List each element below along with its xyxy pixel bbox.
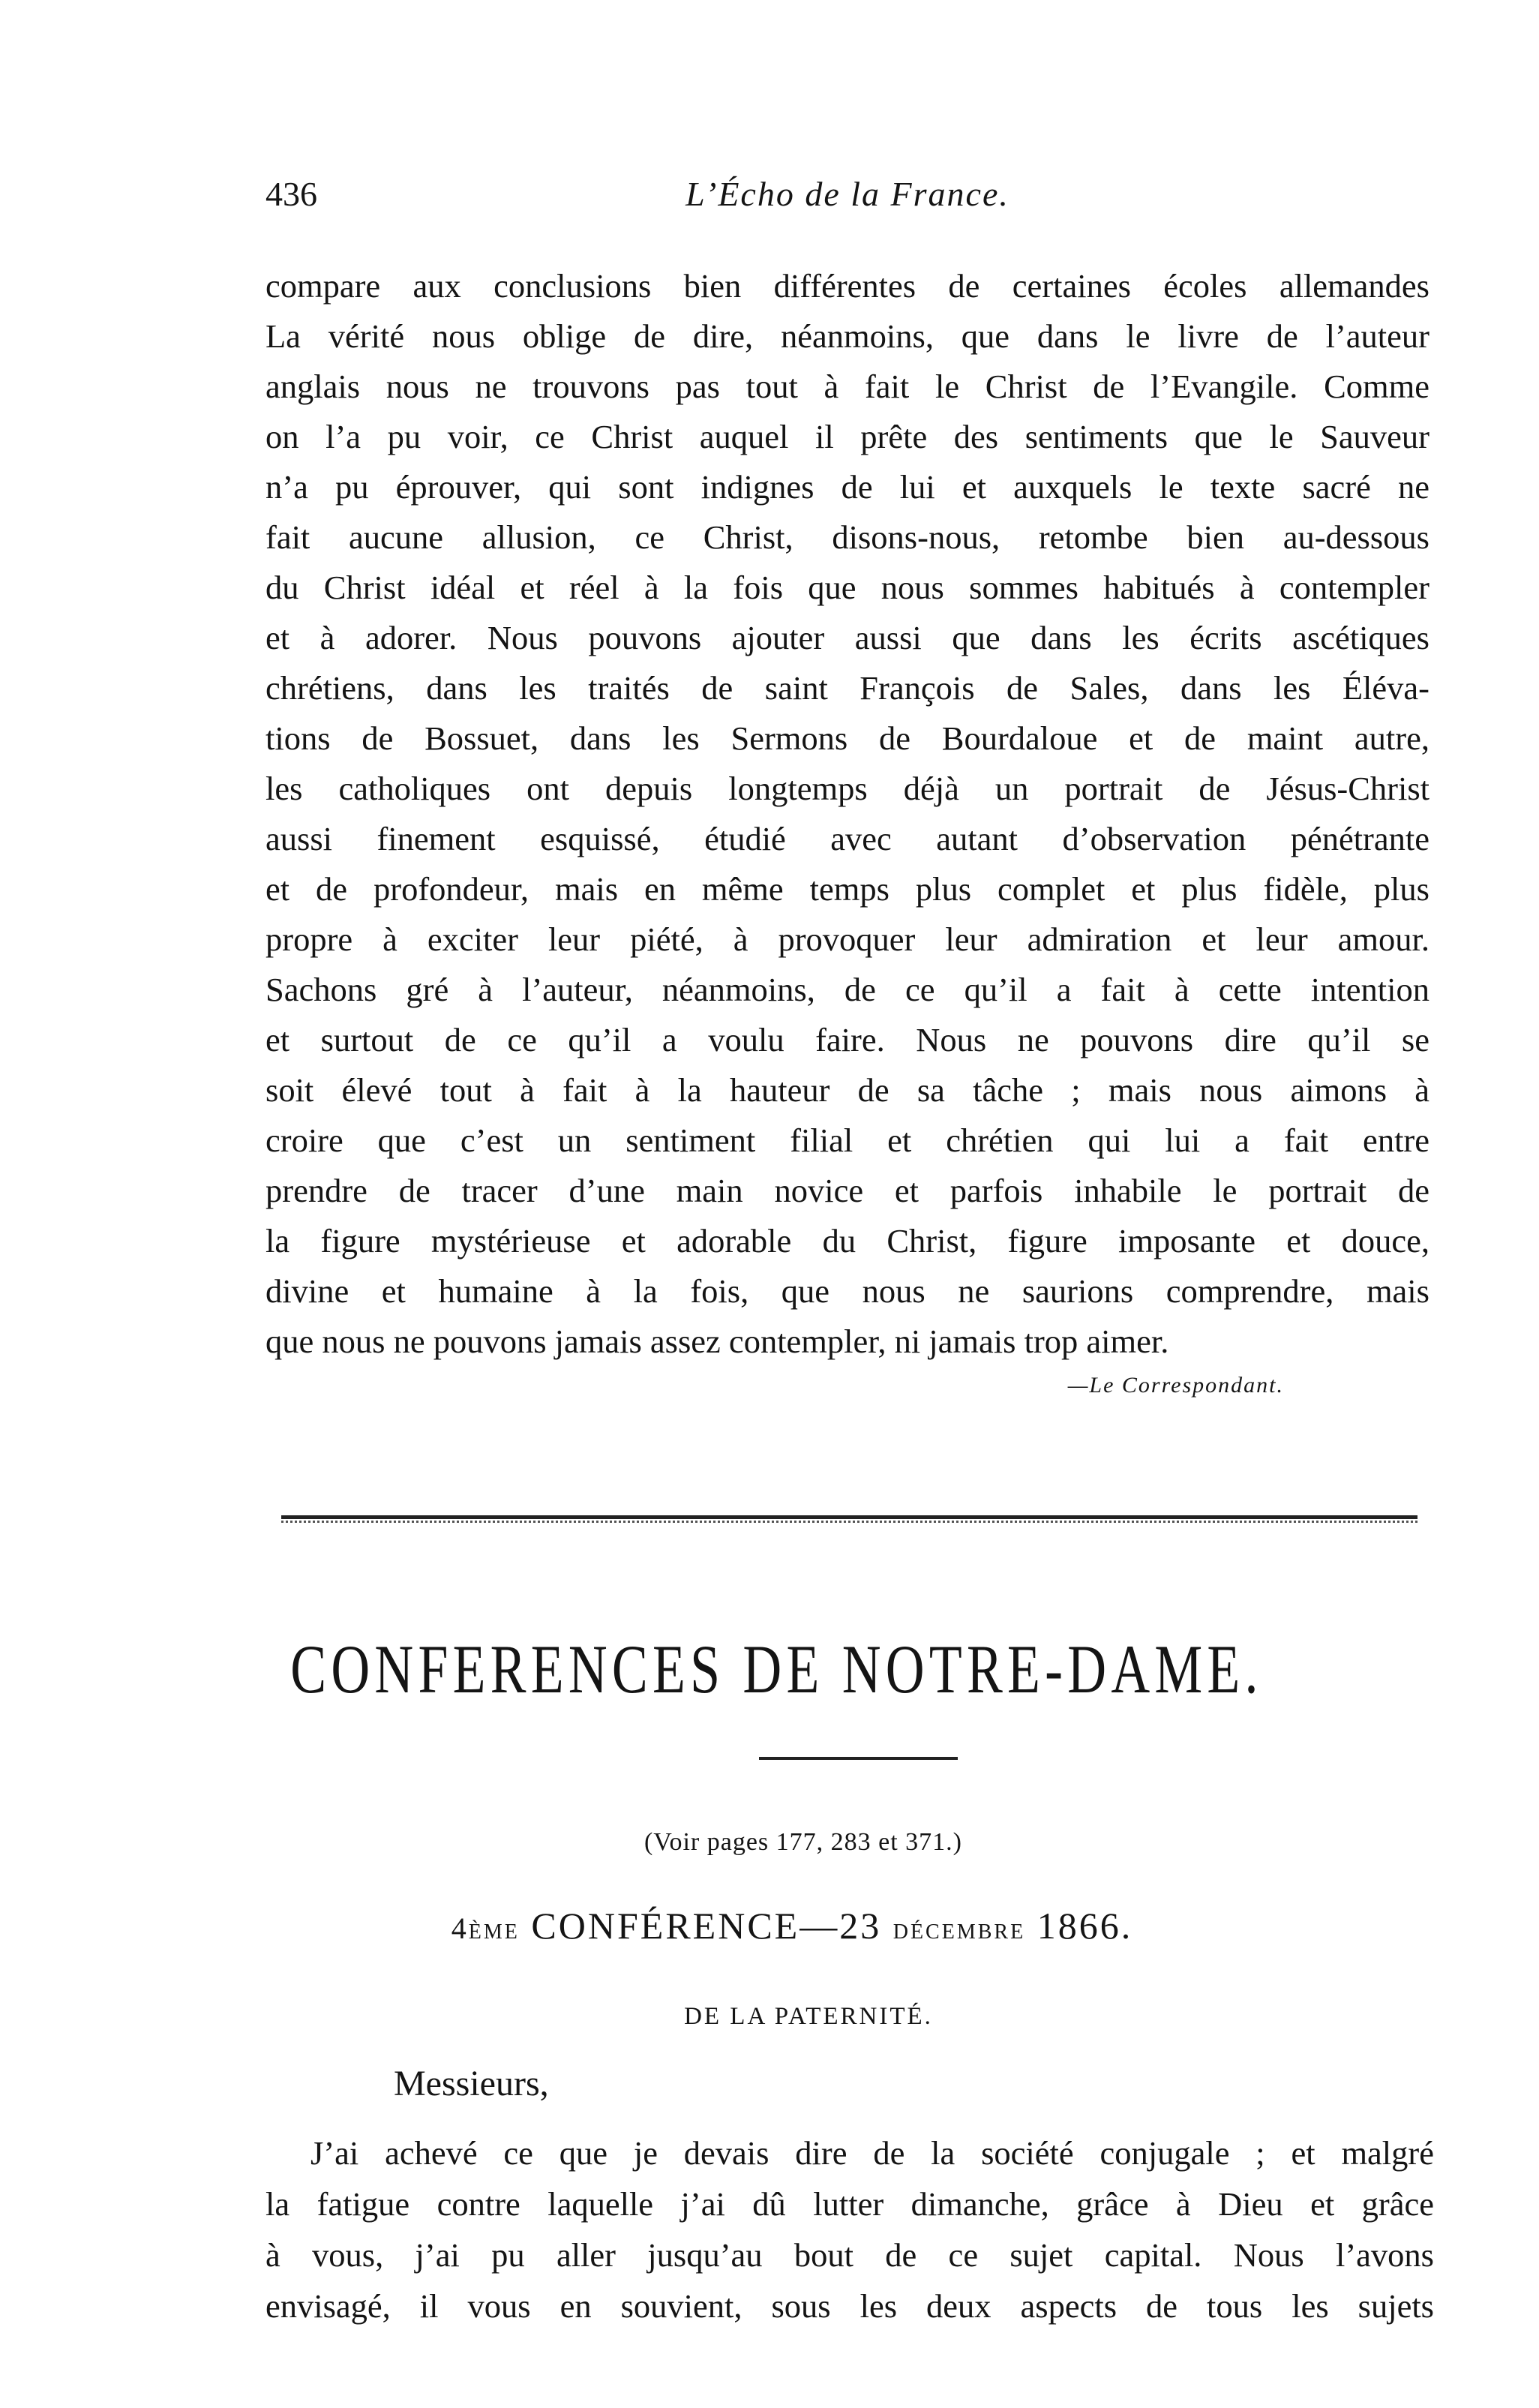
- conference-heading: [22, 1904, 1539, 1947]
- divider-dotted-line: [281, 1521, 1418, 1523]
- text-line: et surtout de ce qu’il a voulu faire. Nous ne pouvons dire qu’il se: [266, 1021, 1430, 1058]
- conference-ordinal: 4ème: [451, 1911, 520, 1945]
- text-line: divine et humaine à la fois, que nous ne saurions comprendre, mais: [266, 1272, 1430, 1310]
- text-line: tions de Bossuet, dans les Sermons de Bourdaloue et de maint autre,: [266, 719, 1430, 757]
- conference-month: décembre: [892, 1911, 1026, 1945]
- text-line: Sachons gré à l’auteur, néanmoins, de ce qu’il a fait à cette intention: [266, 971, 1430, 1008]
- section-title: CONFERENCES DE NOTRE-DAME.: [290, 1631, 1263, 1707]
- page-number: 436: [266, 175, 317, 213]
- section-divider: [281, 1515, 1418, 1524]
- text-line: et de profondeur, mais en même temps plus complet et plus fidèle, plus: [266, 870, 1430, 908]
- text-line: du Christ idéal et réel à la fois que nous sommes habitués à contempler: [266, 569, 1430, 606]
- conference-word: CONFÉRENCE—23: [531, 1905, 882, 1947]
- running-title: L’Écho de la France.: [686, 175, 1010, 213]
- divider-thick-line: [281, 1515, 1418, 1519]
- text-line: envisagé, il vous en souvient, sous les deux aspects de tous les sujets: [266, 2287, 1434, 2325]
- article-text: [266, 261, 1430, 1367]
- text-line: la fatigue contre laquelle j’ai dû lutter dimanche, grâce à Dieu et grâce: [266, 2185, 1434, 2223]
- salutation: Messieurs,: [394, 2064, 549, 2103]
- conference-year: 1866.: [1036, 1905, 1133, 1947]
- text-line: soit élevé tout à fait à la hauteur de sa tâche ; mais nous aimons à: [266, 1071, 1430, 1109]
- conference-subtitle: DE LA PATERNITÉ.: [684, 2003, 933, 2030]
- text-line: les catholiques ont depuis longtemps déjà un portrait de Jésus-Christ: [266, 770, 1430, 807]
- text-line: aussi finement esquissé, étudié avec autant d’observation pénétrante: [266, 820, 1430, 857]
- text-line: à vous, j’ai pu aller jusqu’au bout de ce sujet capital. Nous l’avons: [266, 2236, 1434, 2274]
- conference-text: [266, 2127, 1434, 2331]
- text-line: compare aux conclusions bien différentes de certaines écoles allemandes: [266, 267, 1430, 305]
- text-line: propre à exciter leur piété, à provoquer leur admiration et leur amour.: [266, 920, 1430, 958]
- text-line: J’ai achevé ce que je devais dire de la société conjugale ; et malgré: [310, 2134, 1434, 2172]
- text-line: n’a pu éprouver, qui sont indignes de lui et auxquels le texte sacré ne: [266, 468, 1430, 506]
- title-underline: [759, 1757, 958, 1760]
- text-line: croire que c’est un sentiment filial et chrétien qui lui a fait entre: [266, 1121, 1430, 1159]
- text-line: et à adorer. Nous pouvons ajouter aussi que dans les écrits ascétiques: [266, 619, 1430, 656]
- text-line: la figure mystérieuse et adorable du Christ, figure imposante et douce,: [266, 1222, 1430, 1260]
- page-reference: (Voir pages 177, 283 et 371.): [644, 1828, 963, 1856]
- text-line: prendre de tracer d’une main novice et parfois inhabile le portrait de: [266, 1172, 1430, 1209]
- article-signature: —Le Correspondant.: [1067, 1373, 1284, 1398]
- text-line: chrétiens, dans les traités de saint François de Sales, dans les Éléva-: [266, 669, 1430, 707]
- page-header: [266, 174, 1430, 227]
- text-line: on l’a pu voir, ce Christ auquel il prête des sentiments que le Sauveur: [266, 418, 1430, 455]
- text-line: anglais nous ne trouvons pas tout à fait le Christ de l’Evangile. Comme: [266, 368, 1430, 405]
- text-line: La vérité nous oblige de dire, néanmoins, que dans le livre de l’auteur: [266, 317, 1430, 355]
- text-line: fait aucune allusion, ce Christ, disons-nous, retombe bien au-dessous: [266, 518, 1430, 556]
- text-line: que nous ne pouvons jamais assez contempler, ni jamais trop aimer.: [266, 1323, 1169, 1360]
